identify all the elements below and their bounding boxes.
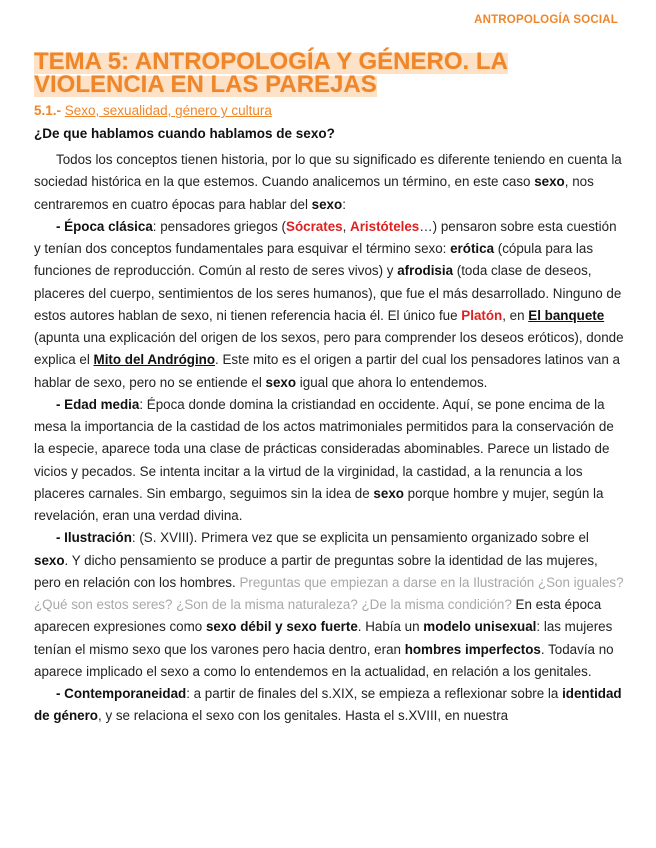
term-contemporaneidad: - Contemporaneidad (56, 686, 187, 701)
work-el-banquete: El banquete (528, 307, 605, 323)
section-heading (34, 103, 272, 118)
name-socrates: Sócrates (286, 218, 343, 234)
name-platon: Platón (461, 307, 503, 323)
paragraph-edad-media: - Edad media: Época donde domina la cristiandad en occidente. Aquí, se pone encima de la mesa la importancia de la castidad de los actos matrimoniales permitidos para la conservación de la especie, aparece toda una clase de prácticas consideradas abominables. Parece un listado de vicios y pecados. Se intenta incitar a la virtud de la virginidad, la castidad, a la renuncia a los placeres carnales. Sin embargo, seguimos sin la idea de sexo porque hombre y mujer, según la revelación, eran una verdad divina. (34, 396, 614, 523)
section-number: 5.1.- (34, 103, 62, 118)
name-aristoteles: Aristóteles (350, 218, 420, 234)
paragraph-epoca-clasica: - Época clásica: pensadores griegos (Sócrates, Aristóteles…) pensaron sobre esta cuestión y tenían dos conceptos fundamentales para esquivar el término sexo: erótica (cópula para las funciones de reproducción. Común al resto de seres vivos) y afrodisia (toda clase de deseos, placeres del cuerpo, sentimientos de los seres humanos), que fue el más desarrollado. Ninguno de estos autores hablan de sexo, ni tienen referencia hacia él. El único fue Platón, en El banquete (apunta una explicación del origen de los sexos, pero para comprender los deseos eróticos), donde explica el Mito del Andrógino. Este mito es el origen a partir del cual los pensadores latinos van a hablar de sexo, pero no se entiende el sexo igual que ahora lo entendemos. (34, 218, 624, 390)
work-mito-androgino: Mito del Andrógino (93, 352, 216, 368)
page-title (34, 50, 634, 96)
greyed-questions: Preguntas que empiezan a darse en la Ilustración ¿Son iguales? ¿Qué son estos seres? ¿Son de la misma naturaleza? ¿De la misma condición? (34, 574, 624, 612)
question-heading: ¿De que hablamos cuando hablamos de sexo? (34, 126, 335, 141)
body-text (34, 149, 626, 728)
paragraph-ilustracion: - Ilustración: (S. XVIII). Primera vez que se explicita un pensamiento organizado sobre el sexo. Y dicho pensamiento se produce a partir de preguntas sobre la identidad de las mujeres, pero en relación con los hombres. Preguntas que empiezan a darse en la Ilustración ¿Son iguales? ¿Qué son estos seres? ¿Son de la misma naturaleza? ¿De la misma condición? En esta época aparecen expresiones como sexo débil y sexo fuerte. Había un modelo unisexual: las mujeres tenían el mismo sexo que los varones pero hacia dentro, eran hombres imperfectos. Todavía no aparece implicado el sexo a como lo entendemos en la actualidad, en relación a los genitales. (34, 530, 624, 679)
section-link[interactable]: Sexo, sexualidad, género y cultura (64, 103, 272, 118)
paragraph-contemporaneidad: - Contemporaneidad: a partir de finales del s.XIX, se empieza a reflexionar sobre la identidad de género, y se relaciona el sexo con los genitales. Hasta el s.XVIII, en nuestra (34, 686, 622, 724)
paragraph-intro: Todos los conceptos tienen historia, por lo que su significado es diferente teniendo en cuenta la sociedad histórica en la que estemos. Cuando analicemos un término, en este caso sexo, nos centraremos en cuatro épocas para hablar del sexo: (34, 152, 622, 212)
term-ilustracion: - Ilustración (56, 530, 132, 546)
term-edad-media: - Edad media (56, 396, 140, 412)
term-epoca-clasica: - Época clásica (56, 218, 153, 234)
title-text: TEMA 5: ANTROPOLOGÍA Y GÉNERO. LA VIOLENCIA EN LAS PAREJAS (34, 48, 508, 98)
running-header: ANTROPOLOGÍA SOCIAL (474, 14, 618, 26)
